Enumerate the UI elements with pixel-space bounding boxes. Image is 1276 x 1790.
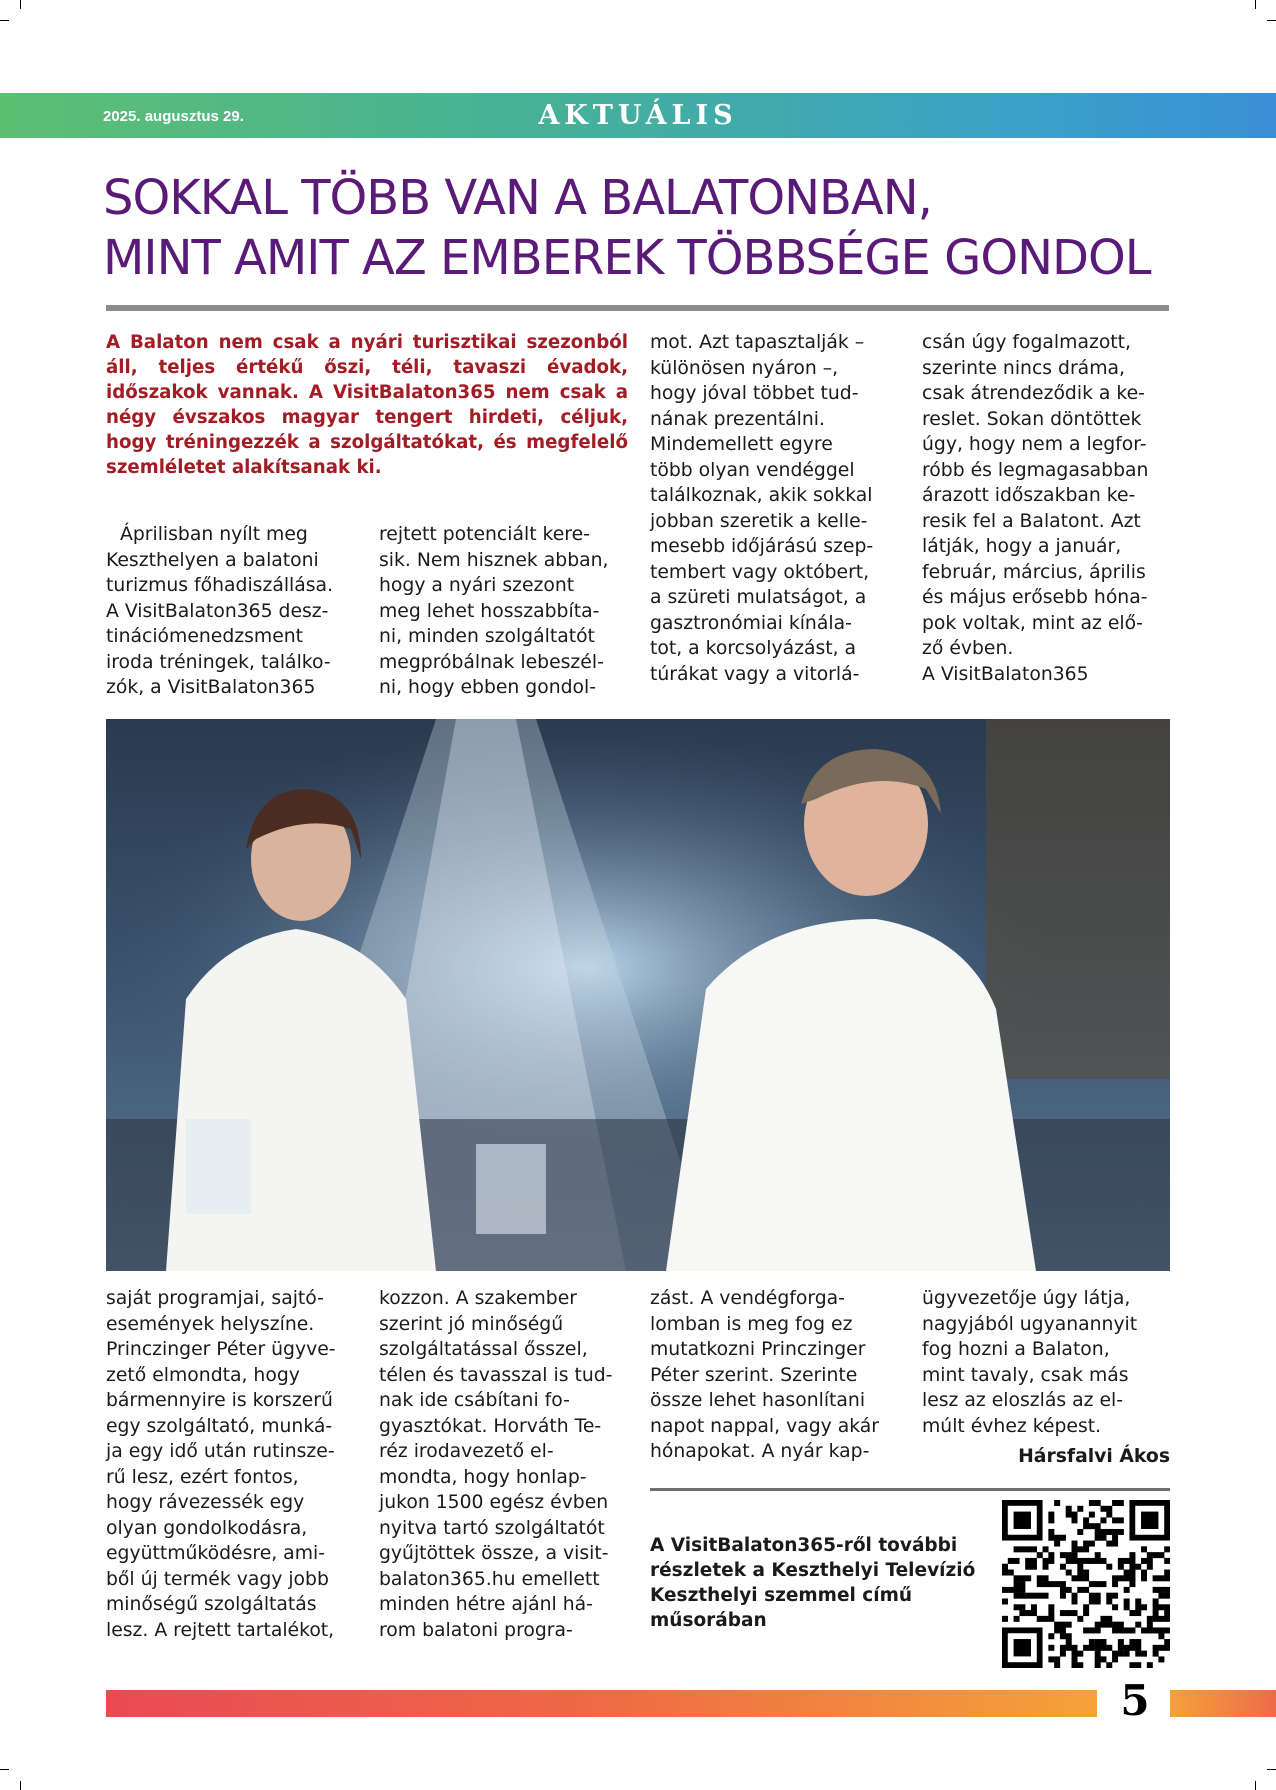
article-lead: A Balaton nem csak a nyári turisztikai szezonból áll, teljes értékű őszi, téli, tavaszi évadok, időszakok vannak. A VisitBalaton365 nem csak a négy évszakos magyar tengert hirdeti, céljuk, hogy tréningezzék a szolgáltatókat, és megfelelő szemléletet alakítsanak ki. (106, 332, 628, 478)
crop-mark (1267, 20, 1276, 21)
footer-band-right (1170, 1690, 1276, 1717)
interview-photo (106, 719, 1170, 1271)
title-rule (106, 305, 1169, 311)
crop-mark (1255, 0, 1256, 9)
body-column-3-lower: zást. A vendégforga- lomban is meg fog ez mutatkozni Princzinger Péter szerint. Szerinte össze lehet hasonlítani napot nappal, vagy akár hónapokat. A nyár kap- (650, 1288, 879, 1462)
article-title (103, 168, 1183, 288)
page-number: 5 (1120, 1676, 1150, 1725)
crop-mark (0, 20, 9, 21)
caption-rule (650, 1488, 1170, 1491)
article-title-line-2: MINT AMIT AZ EMBEREK TÖBBSÉGE GONDOL (103, 230, 1151, 286)
article-author: Hársfalvi Ákos (1018, 1446, 1170, 1467)
issue-date: 2025. augusztus 29. (103, 108, 244, 125)
crop-mark (20, 1781, 21, 1790)
body-column-2-upper: rejtett potenciált kere- sik. Nem hisznek abban, hogy a nyári szezont meg lehet hosszabbíta- ni, minden szolgáltatót megpróbálnak lebeszél- ni, hogy ebben gondol- (379, 524, 609, 698)
footer-band-left (106, 1690, 1097, 1717)
body-column-1-lower: saját programjai, sajtó- események helyszíne. Princzinger Péter ügyve- zető elmondta, hogy bármennyire is korszerű egy szolgáltató, munká- ja egy idő után rutinsze- rű lesz, ezért fontos, hogy rávezessék egy olyan gondolkodásra, együttműködésre, ami- ből új termék vagy jobb minőségű szolgáltatás lesz. A rejtett tartalékot, (106, 1288, 336, 1641)
qr-code[interactable] (1002, 1500, 1170, 1668)
body-column-3-upper: mot. Azt tapasztalják – különösen nyáron –, hogy jóval többet tud- nának prezentálni. Mindemellett egyre több olyan vendéggel találkoznak, akik sokkal jobban szeretik a kelle- mesebb időjárású szep- tembert vagy októbert, a szüreti mulatságot, a gasztronómiai kínála- tot, a korcsolyázást, a túrákat vagy a vitorlá- (650, 332, 874, 685)
video-caption: A VisitBalaton365-ről további részletek a Keszthelyi Televízió Keszthelyi szemmel című műsorában (650, 1535, 976, 1631)
section-title: AKTUÁLIS (538, 100, 738, 131)
crop-mark (0, 1769, 9, 1770)
article-title-line-1: SOKKAL TÖBB VAN A BALATONBAN, (103, 170, 932, 226)
body-column-4-upper: csán úgy fogalmazott, szerinte nincs dráma, csak átrendeződik a ke- reslet. Sokan döntöttek úgy, hogy nem a legfor- róbb és legmagasabban árazott időszakban ke- resik fel a Balatont. Azt látják, hogy a január, február, március, április és május erősebb hóna- pok voltak, mint az elő- ző évben. A VisitBalaton365 (922, 332, 1149, 685)
crop-mark (1255, 1781, 1256, 1790)
crop-mark (1267, 1769, 1276, 1770)
body-column-1-upper: Áprilisban nyílt meg Keszthelyen a balatoni turizmus főhadiszállása. A VisitBalaton365 desz- tinációmenedzsment iroda tréningek, találko- zók, a VisitBalaton365 (106, 524, 334, 698)
body-column-4-lower: ügyvezetője úgy látja, nagyjából ugyanannyit fog hozni a Balaton, mint tavaly, csak más lesz az eloszlás az el- múlt évhez képest. (922, 1288, 1138, 1437)
crop-mark (20, 0, 21, 9)
body-column-2-lower: kozzon. A szakember szerint jó minőségű szolgáltatással ősszel, télen és tavasszal is tud- nak ide csábítani fo- gyasztókat. Horváth Te- réz irodavezető el- mondta, hogy honlap- jukon 1500 egész évben nyitva tartó szolgáltatót gyűjtöttek össze, a visit- balaton365.hu emellett minden hétre ajánl há- rom balatoni progra- (379, 1288, 613, 1641)
